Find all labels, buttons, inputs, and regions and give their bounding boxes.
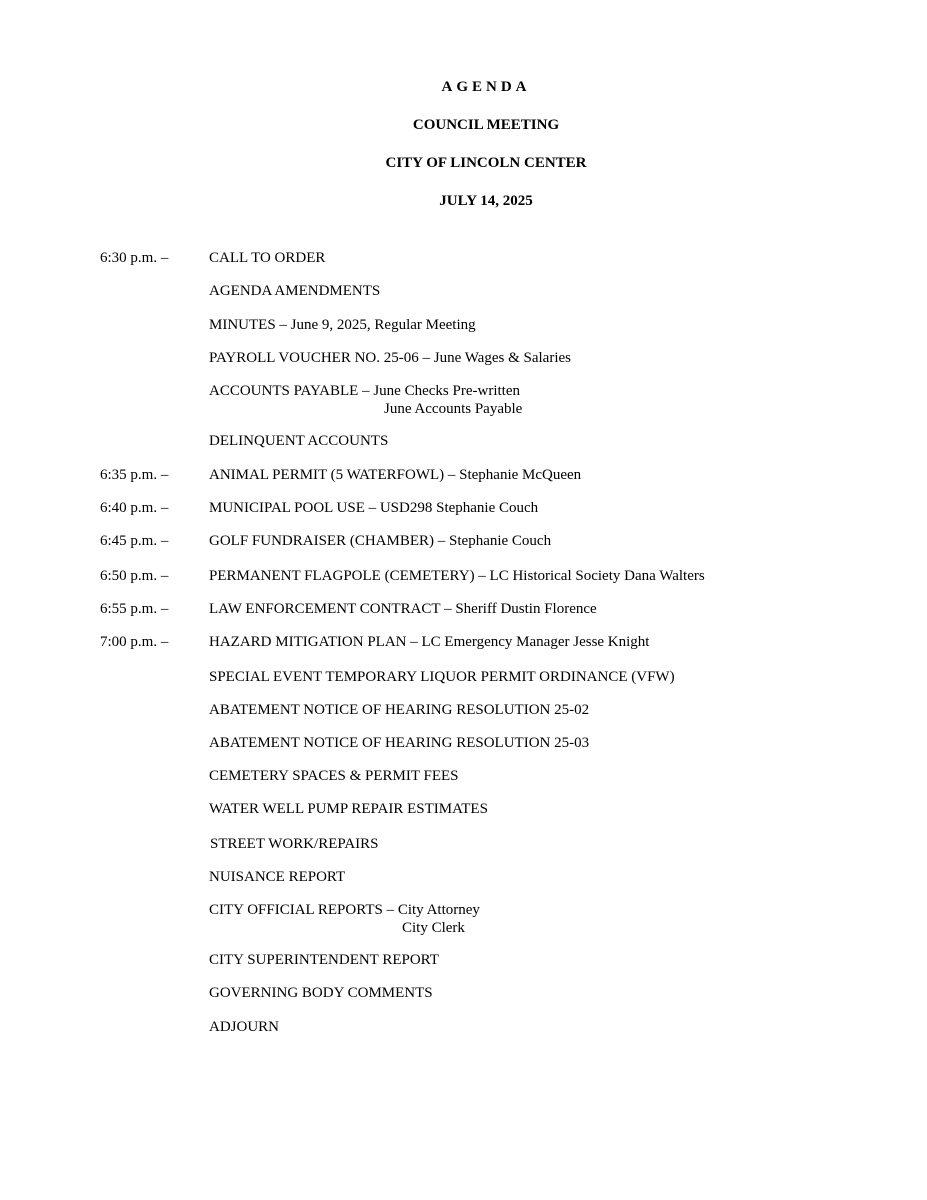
agenda-item: CITY OFFICIAL REPORTS – City Attorney <box>209 902 480 918</box>
agenda-item: PERMANENT FLAGPOLE (CEMETERY) – LC Historical Society Dana Walters <box>209 568 705 584</box>
agenda-item: LAW ENFORCEMENT CONTRACT – Sheriff Dustin Florence <box>209 601 597 617</box>
agenda-item: SPECIAL EVENT TEMPORARY LIQUOR PERMIT ORDINANCE (VFW) <box>209 669 675 685</box>
agenda-item: CEMETERY SPACES & PERMIT FEES <box>209 768 459 784</box>
agenda-item: MINUTES – June 9, 2025, Regular Meeting <box>209 317 476 333</box>
agenda-item: DELINQUENT ACCOUNTS <box>209 433 389 449</box>
agenda-item: MUNICIPAL POOL USE – USD298 Stephanie Couch <box>209 500 539 516</box>
meeting-type: COUNCIL MEETING <box>412 117 560 133</box>
agenda-item: GOVERNING BODY COMMENTS <box>209 985 433 1001</box>
agenda-time: 6:50 p.m. – <box>100 568 169 584</box>
agenda-item: CITY SUPERINTENDENT REPORT <box>209 952 439 968</box>
agenda-item: NUISANCE REPORT <box>209 869 346 885</box>
agenda-time: 6:40 p.m. – <box>100 500 169 516</box>
agenda-item: GOLF FUNDRAISER (CHAMBER) – Stephanie Couch <box>209 533 552 549</box>
agenda-item: ADJOURN <box>209 1019 280 1035</box>
agenda-item: WATER WELL PUMP REPAIR ESTIMATES <box>209 801 488 817</box>
agenda-item-subline: City Clerk <box>402 920 465 936</box>
agenda-item: STREET WORK/REPAIRS <box>210 836 379 852</box>
agenda-time: 6:30 p.m. – <box>100 250 169 266</box>
city-name: CITY OF LINCOLN CENTER <box>385 155 587 171</box>
agenda-time: 6:45 p.m. – <box>100 533 169 549</box>
agenda-item: ACCOUNTS PAYABLE – June Checks Pre-written <box>209 383 520 399</box>
document-title: AGENDA <box>441 79 531 95</box>
agenda-time: 7:00 p.m. – <box>100 634 169 650</box>
agenda-item: ABATEMENT NOTICE OF HEARING RESOLUTION 25-02 <box>209 702 590 718</box>
agenda-item: ANIMAL PERMIT (5 WATERFOWL) – Stephanie McQueen <box>209 467 582 483</box>
agenda-item: CALL TO ORDER <box>209 250 326 266</box>
agenda-item: PAYROLL VOUCHER NO. 25-06 – June Wages & Salaries <box>209 350 571 366</box>
agenda-item: HAZARD MITIGATION PLAN – LC Emergency Manager Jesse Knight <box>209 634 650 650</box>
meeting-date: JULY 14, 2025 <box>439 193 533 209</box>
agenda-item: ABATEMENT NOTICE OF HEARING RESOLUTION 25-03 <box>209 735 590 751</box>
agenda-item-subline: June Accounts Payable <box>384 401 523 417</box>
agenda-time: 6:55 p.m. – <box>100 601 169 617</box>
agenda-item: AGENDA AMENDMENTS <box>209 283 381 299</box>
agenda-time: 6:35 p.m. – <box>100 467 169 483</box>
